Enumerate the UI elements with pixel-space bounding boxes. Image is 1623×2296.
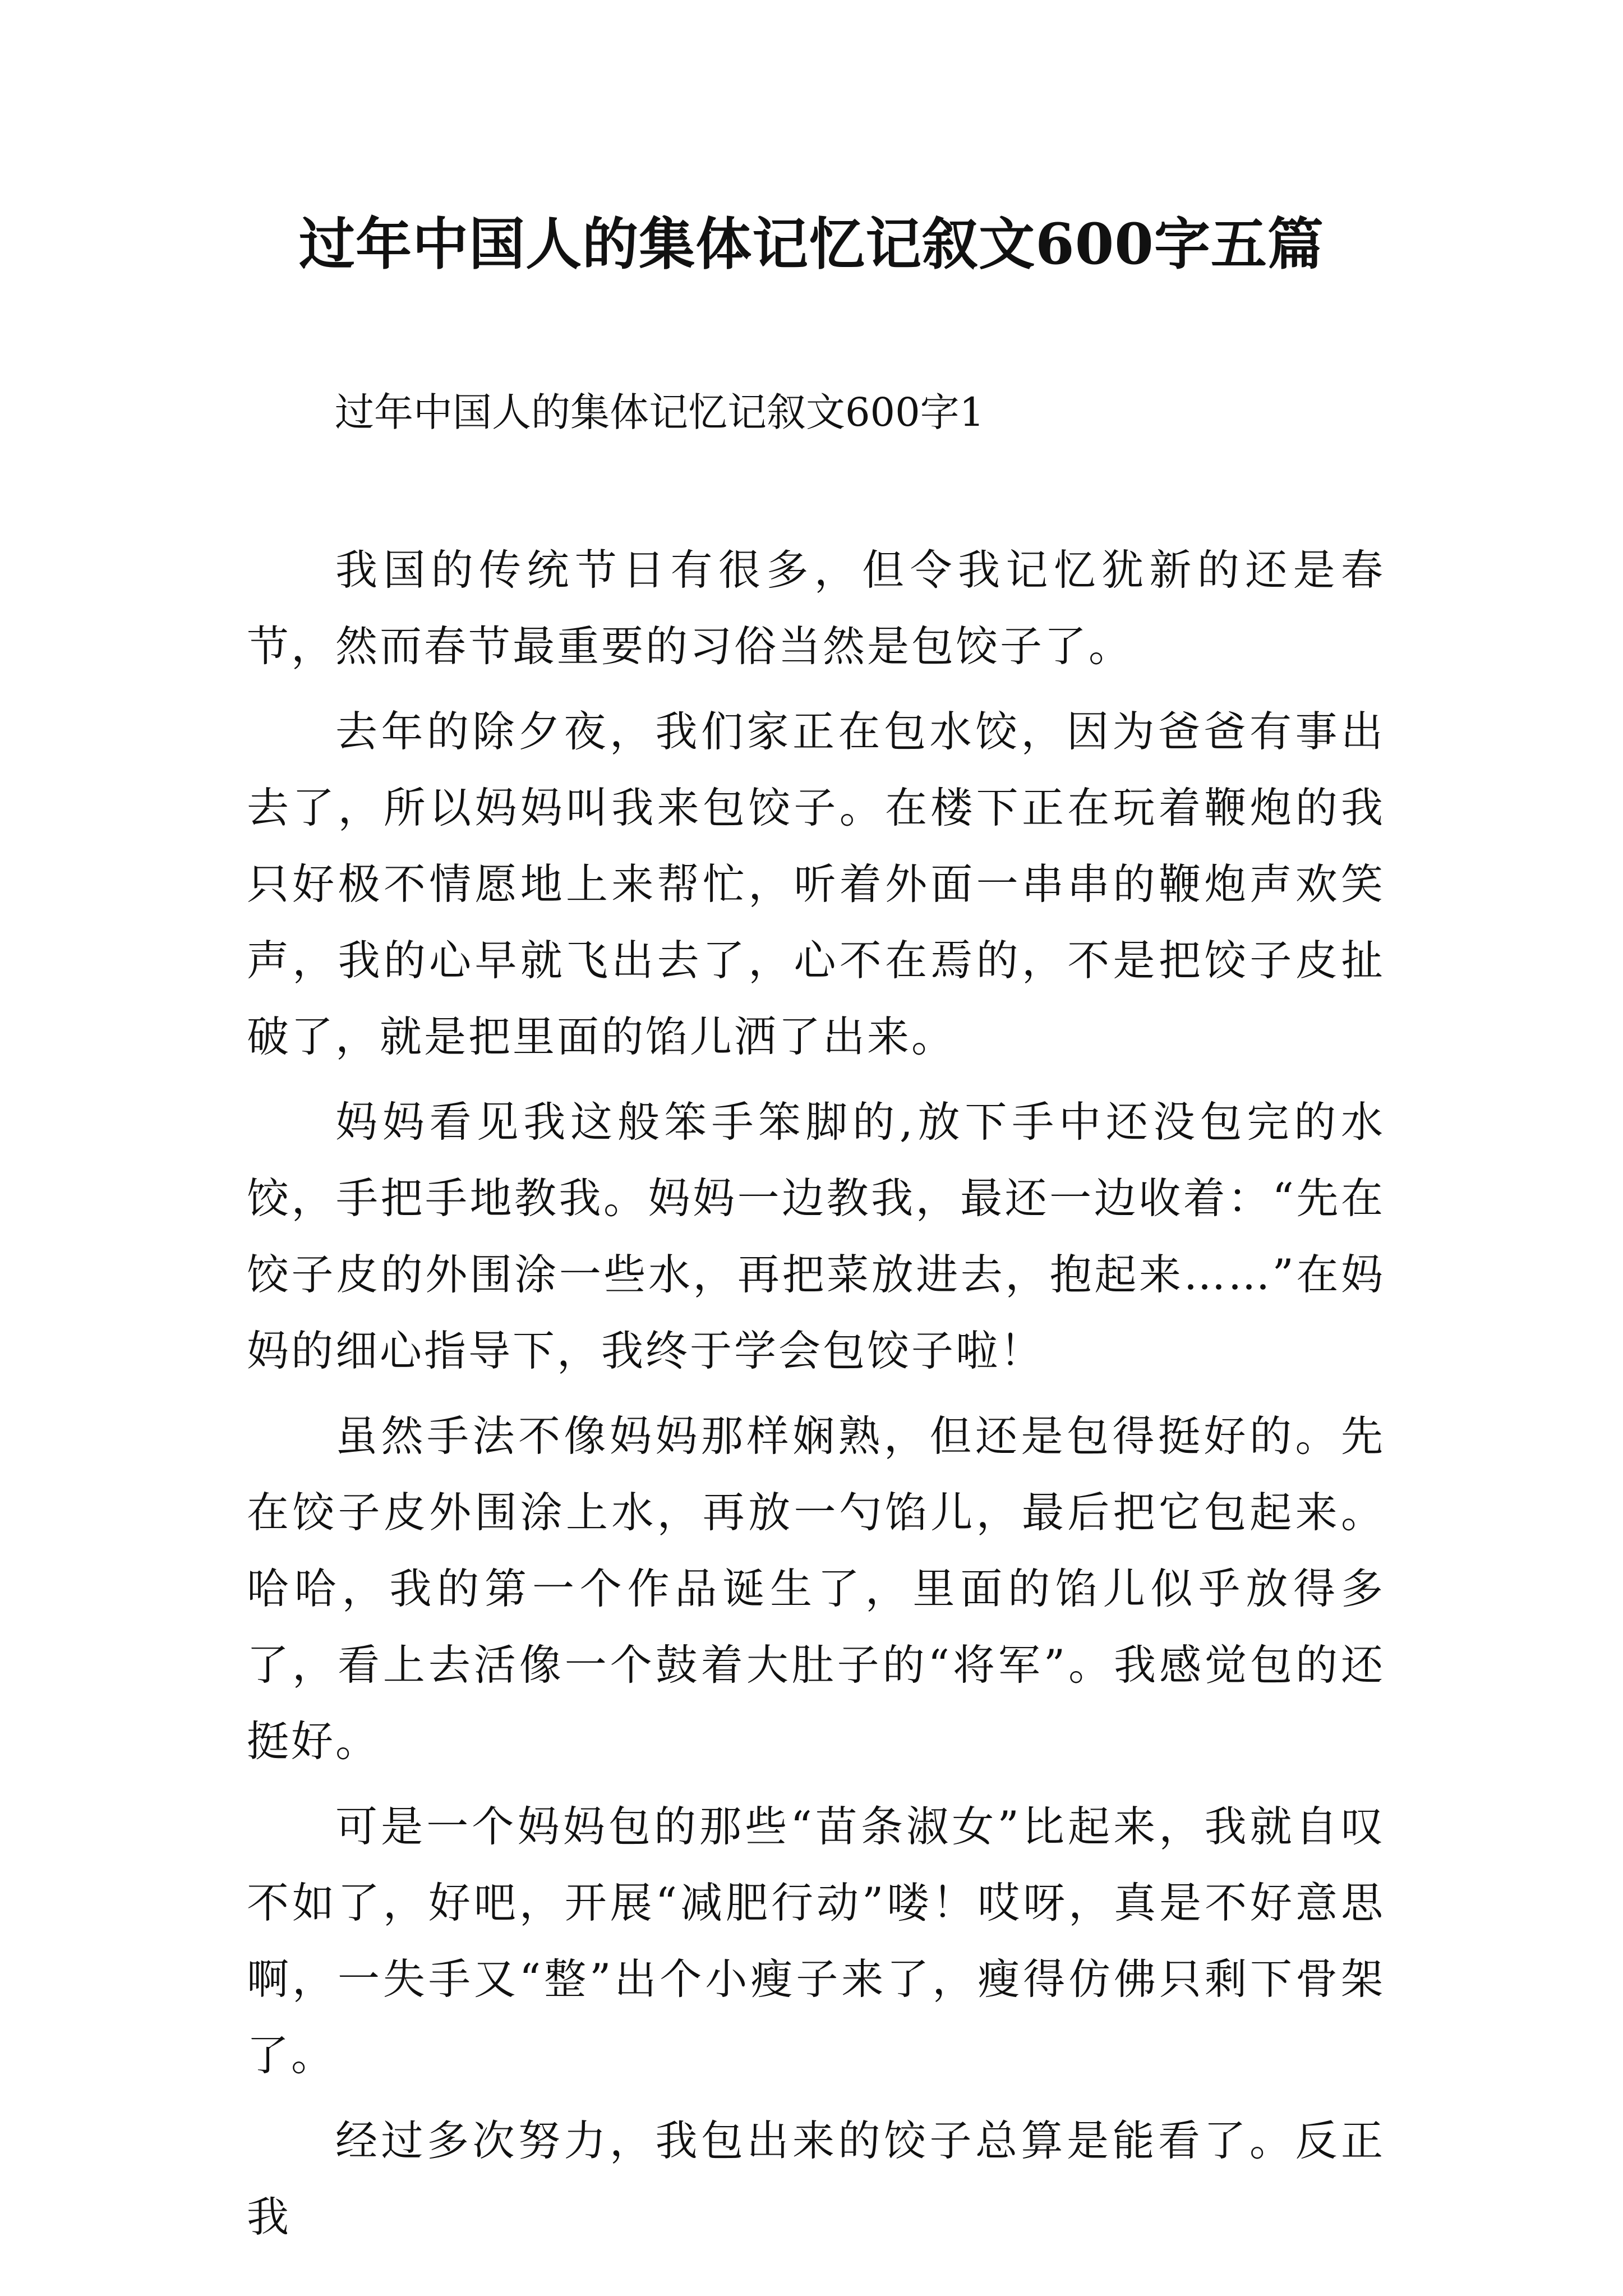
paragraph: 经过多次努力，我包出来的饺子总算是能看了。反正我 [247, 2116, 1385, 2242]
paragraph: 去年的除夕夜，我们家正在包水饺，因为爸爸有事出去了，所以妈妈叫我来包饺子。在楼下正在玩着鞭炮的我只好极不情愿地上来帮忙，听着外面一串串的鞭炮声欢笑声，我的心早就飞出去了，心不在焉的，不是把饺子皮扯破了，就是把里面的馅儿洒了出来。 [247, 707, 1385, 1061]
document-title: 过年中国人的集体记忆记叙文600字五篇 [299, 211, 1324, 277]
paragraph: 虽然手法不像妈妈那样娴熟，但还是包得挺好的。先在饺子皮外围涂上水，再放一勺馅儿，最后把它包起来。哈哈，我的第一个作品诞生了，里面的馅儿似乎放得多了，看上去活像一个鼓着大肚子的“将军”。我感觉包的还挺好。 [247, 1411, 1385, 1766]
document-body [247, 532, 1385, 2264]
paragraph: 妈妈看见我这般笨手笨脚的,放下手中还没包完的水饺，手把手地教我。妈妈一边教我，最还一边收着：“先在饺子皮的外围涂一些水，再把菜放进去，抱起来……”在妈妈的细心指导下，我终于学会包饺子啦！ [247, 1097, 1385, 1375]
paragraph: 可是一个妈妈包的那些“苗条淑女”比起来，我就自叹不如了，好吧，开展“减肥行动”喽！哎呀，真是不好意思啊，一失手又“整”出个小瘦子来了，瘦得仿佛只剩下骨架了。 [247, 1802, 1385, 2080]
section-heading: 过年中国人的集体记忆记叙文600字1 [335, 389, 985, 435]
paragraph: 我国的传统节日有很多，但令我记忆犹新的还是春节，然而春节最重要的习俗当然是包饺子了。 [247, 545, 1385, 671]
